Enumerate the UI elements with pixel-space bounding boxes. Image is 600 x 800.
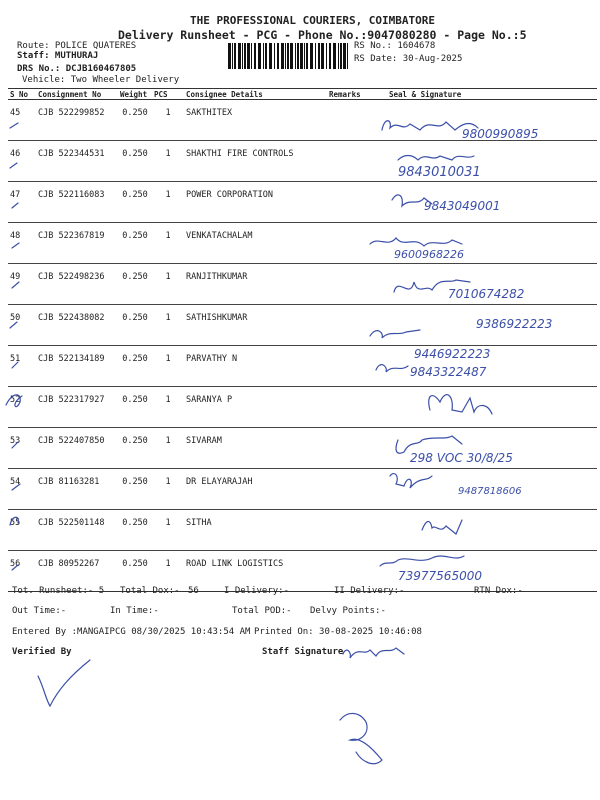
pcs-cell: 1 — [152, 551, 184, 592]
handwritten-phone: 73977565000 — [398, 569, 482, 583]
ii-delivery: II Delivery:- — [334, 586, 405, 596]
consignment-cell: CJB 522299852 — [36, 100, 118, 141]
consignee-cell: PARVATHY N — [184, 346, 327, 387]
sno-cell: 56 — [8, 551, 36, 592]
rs-number: RS No.: 1604678 — [354, 41, 436, 51]
out-time: Out Time:- — [12, 606, 67, 616]
total-pod: Total POD:- — [232, 606, 292, 616]
tick-mark — [12, 362, 18, 368]
tick-mark — [10, 123, 18, 128]
sno-cell: 49 — [8, 264, 36, 305]
handwritten-phone: 9800990895 — [462, 127, 539, 141]
consignment-cell: CJB 522134189 — [36, 346, 118, 387]
handwritten-phone: 9487818606 — [458, 486, 522, 497]
staff-label: Staff: MUTHURAJ — [17, 51, 99, 61]
tick-mark — [12, 565, 18, 570]
consignee-cell: SATHISHKUMAR — [184, 305, 327, 346]
entered-by: Entered By :MANGAIPCG 08/30/2025 10:43:54 AM — [12, 627, 251, 637]
pcs-cell: 1 — [152, 510, 184, 551]
col-header-consignee: Consignee Details — [184, 89, 327, 100]
printed-on: Printed On: 30-08-2025 10:46:08 — [254, 627, 422, 637]
sno-cell: 47 — [8, 182, 36, 223]
col-header-weight: Weight — [118, 89, 152, 100]
handwritten-phone: 9843322487 — [410, 365, 487, 379]
handwritten-phone: 9600968226 — [394, 248, 464, 261]
weight-cell: 0.250 — [118, 469, 152, 510]
total-dox-value: 56 — [188, 586, 199, 596]
weight-cell: 0.250 — [118, 387, 152, 428]
signature-stroke — [390, 474, 432, 488]
pcs-cell: 1 — [152, 428, 184, 469]
weight-cell: 0.250 — [118, 551, 152, 592]
sno-cell: 50 — [8, 305, 36, 346]
pcs-cell: 1 — [152, 141, 184, 182]
col-header-signature: Seal & Signature — [377, 89, 597, 100]
pcs-cell: 1 — [152, 469, 184, 510]
sno-cell: 51 — [8, 346, 36, 387]
pcs-cell: 1 — [152, 264, 184, 305]
sno-cell: 45 — [8, 100, 36, 141]
signature-stroke — [429, 395, 492, 414]
tick-mark — [12, 243, 19, 248]
consignee-cell: SIVARAM — [184, 428, 327, 469]
tick-mark — [10, 322, 17, 328]
total-dox-label: Total Dox:- — [120, 586, 180, 596]
signature-stroke — [398, 156, 474, 161]
sno-cell: 53 — [8, 428, 36, 469]
handwritten-phone: 9446922223 — [414, 347, 491, 361]
consignment-cell: CJB 81163281 — [36, 469, 118, 510]
i-delivery: I Delivery:- — [224, 586, 290, 596]
consignee-cell: VENKATACHALAM — [184, 223, 327, 264]
drs-number: DRS No.: DCJB160467805 — [17, 64, 137, 74]
consignee-cell: POWER CORPORATION — [184, 182, 327, 223]
sno-cell: 55 — [8, 510, 36, 551]
pcs-cell: 1 — [152, 346, 184, 387]
consignment-cell: CJB 522317927 — [36, 387, 118, 428]
handwritten-phone: 9843049001 — [424, 199, 501, 213]
consignment-cell: CJB 80952267 — [36, 551, 118, 592]
handwritten-phone: 9386922223 — [476, 317, 553, 331]
col-header-sno: S No — [8, 89, 36, 100]
consignment-cell: CJB 522407850 — [36, 428, 118, 469]
tick-mark — [12, 203, 18, 208]
weight-cell: 0.250 — [118, 223, 152, 264]
tick-mark — [10, 163, 17, 168]
pcs-cell: 1 — [152, 182, 184, 223]
consignment-cell: CJB 522344531 — [36, 141, 118, 182]
handwritten-note: 298 VOC 30/8/25 — [410, 451, 513, 465]
consignee-cell: RANJITHKUMAR — [184, 264, 327, 305]
col-header-pcs: PCS — [152, 89, 184, 100]
pcs-cell: 1 — [152, 305, 184, 346]
handwritten-phone: 7010674282 — [448, 287, 525, 301]
delvy-points: Delvy Points:- — [310, 606, 386, 616]
consignment-cell: CJB 522116083 — [36, 182, 118, 223]
pcs-cell: 1 — [152, 100, 184, 141]
consignee-cell: SHAKTHI FIRE CONTROLS — [184, 141, 327, 182]
tick-mark — [6, 395, 22, 407]
signature-stroke — [370, 238, 462, 246]
staff-signature-stroke — [343, 648, 404, 658]
consignment-cell: CJB 522438082 — [36, 305, 118, 346]
weight-cell: 0.250 — [118, 182, 152, 223]
pcs-cell: 1 — [152, 223, 184, 264]
tick-mark — [12, 282, 19, 288]
consignee-cell: SITHA — [184, 510, 327, 551]
weight-cell: 0.250 — [118, 264, 152, 305]
route-label: Route: POLICE QUATERES — [17, 41, 137, 51]
tick-mark — [10, 517, 18, 525]
verified-by: Verified By — [12, 647, 72, 657]
weight-cell: 0.250 — [118, 141, 152, 182]
signature-stroke — [380, 556, 464, 566]
consignee-cell: SARANYA P — [184, 387, 327, 428]
weight-cell: 0.250 — [118, 305, 152, 346]
signature-stroke — [422, 520, 462, 534]
signature-stroke — [376, 365, 408, 372]
signature-stroke — [370, 330, 420, 338]
total-runsheet: Tot. Runsheet:- 5 — [12, 586, 105, 596]
runsheet-subtitle: Delivery Runsheet - PCG - Phone No.:9047080280 - Page No.:5 — [118, 28, 527, 42]
sno-cell: 48 — [8, 223, 36, 264]
staff-signature-label: Staff Signature — [262, 647, 344, 657]
tick-mark — [12, 484, 20, 490]
weight-cell: 0.250 — [118, 100, 152, 141]
consignee-cell: ROAD LINK LOGISTICS — [184, 551, 327, 592]
handwritten-phone: 9843010031 — [398, 165, 481, 180]
company-title: THE PROFESSIONAL COURIERS, COIMBATORE — [190, 14, 436, 27]
rtn-dox: RTN Dox:- — [474, 586, 523, 596]
rs-date: RS Date: 30-Aug-2025 — [354, 54, 463, 64]
weight-cell: 0.250 — [118, 510, 152, 551]
sno-cell: 52 — [8, 387, 36, 428]
col-header-remarks: Remarks — [327, 89, 377, 100]
consignment-cell: CJB 522367819 — [36, 223, 118, 264]
consignment-cell: CJB 522501148 — [36, 510, 118, 551]
consignee-cell: DR ELAYARAJAH — [184, 469, 327, 510]
sno-cell: 46 — [8, 141, 36, 182]
sno-cell: 54 — [8, 469, 36, 510]
in-time: In Time:- — [110, 606, 159, 616]
tick-mark — [12, 442, 18, 448]
consignee-cell: SAKTHITEX — [184, 100, 327, 141]
vehicle-label: Vehicle: Two Wheeler Delivery — [22, 75, 180, 85]
weight-cell: 0.250 — [118, 346, 152, 387]
weight-cell: 0.250 — [118, 428, 152, 469]
verified-tick — [38, 660, 90, 706]
col-header-consignment: Consignment No — [36, 89, 118, 100]
consignment-cell: CJB 522498236 — [36, 264, 118, 305]
scribble-mark — [340, 713, 382, 763]
pcs-cell: 1 — [152, 387, 184, 428]
